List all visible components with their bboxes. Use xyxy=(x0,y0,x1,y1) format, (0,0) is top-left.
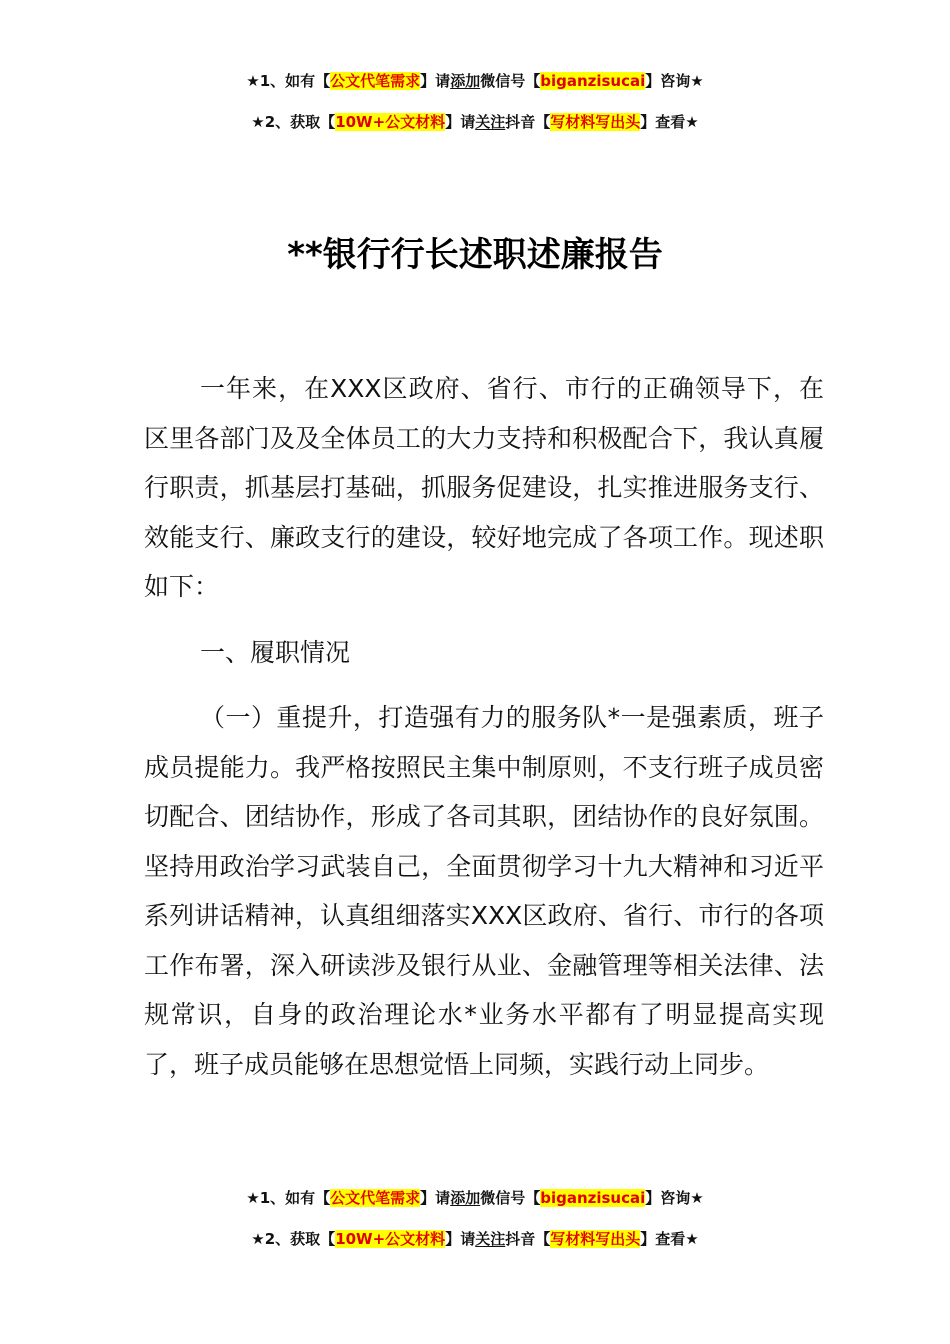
paragraph-section-1: （一）重提升，打造强有力的服务队*一是强素质，班子成员提能力。我严格按照民主集中制原则，不支行班子成员密切配合、团结协作，形成了各司其职，团结协作的良好氛围。坚持用政治学习武装自己，全面贯彻学习十九大精神和习近平系列讲话精神，认真组细落实XXX区政府、省行、市行的各项工作布署，深入研读涉及银行从业、金融管理等相关法律、法规常识，自身的政治理论水*业务水平都有了明显提高实现了，班子成员能够在思想觉悟上同频，实践行动上同步。 xyxy=(144,703,824,1079)
promo-line-2: ★2、获取【10W+公文材料】请关注抖音【写材料写出头】查看★ xyxy=(251,113,699,131)
underlined-text: 关注 xyxy=(475,1230,506,1248)
highlight-text: 10W+公文材料 xyxy=(335,113,446,131)
promo-banner-top xyxy=(0,70,950,133)
underlined-text: 添加 xyxy=(450,72,481,90)
underlined-text: 关注 xyxy=(475,113,506,131)
promo-line-1: ★1、如有【公文代笔需求】请添加微信号【biganzisucai】咨询★ xyxy=(246,72,704,90)
douyin-highlight: 写材料写出头 xyxy=(550,113,641,131)
highlight-text: 10W+公文材料 xyxy=(335,1230,446,1248)
promo-line-2: ★2、获取【10W+公文材料】请关注抖音【写材料写出头】查看★ xyxy=(251,1230,699,1248)
underlined-text: 添加 xyxy=(450,1189,481,1207)
paragraph-intro: 一年来，在XXX区政府、省行、市行的正确领导下，在区里各部门及及全体员工的大力支持和积极配合下，我认真履行职责，抓基层打基础，抓服务促建设，扎实推进服务支行、效能支行、廉政支行的建设，较好地完成了各项工作。现述职如下： xyxy=(144,374,824,601)
promo-banner-bottom xyxy=(0,1187,950,1250)
wechat-id-highlight: biganzisucai xyxy=(540,72,646,90)
highlight-text: 公文代笔需求 xyxy=(330,1189,421,1207)
document-title: **银行行长述职述廉报告 xyxy=(287,235,663,275)
section-heading: 一、履职情况 xyxy=(200,637,351,667)
douyin-highlight: 写材料写出头 xyxy=(550,1230,641,1248)
highlight-text: 公文代笔需求 xyxy=(330,72,421,90)
wechat-id-highlight: biganzisucai xyxy=(540,1189,646,1207)
promo-line-1: ★1、如有【公文代笔需求】请添加微信号【biganzisucai】咨询★ xyxy=(246,1189,704,1207)
document-body xyxy=(144,364,824,1089)
